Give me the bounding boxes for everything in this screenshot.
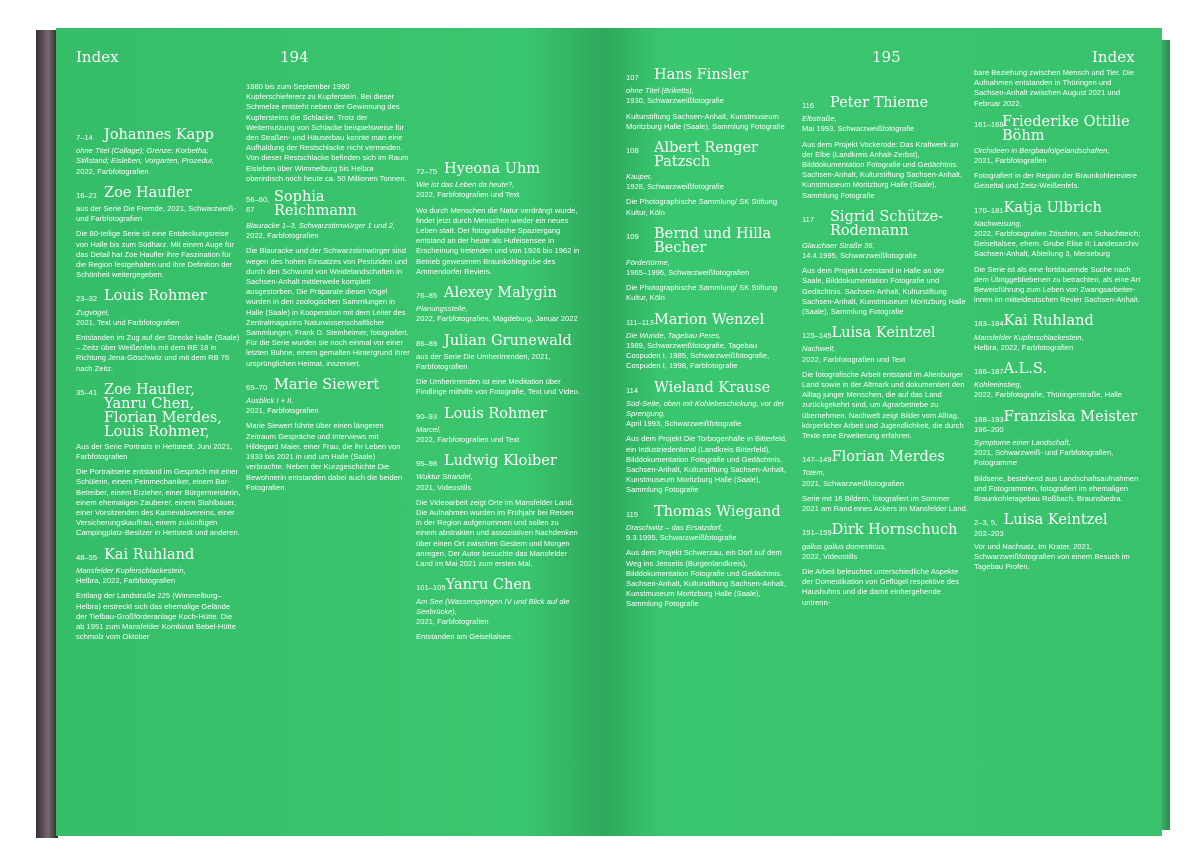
index-entry (802, 96, 968, 201)
work-meta: 2022, Farbfotografien (76, 166, 149, 176)
work-description: Marie Siewert führte über einen längeren Zeitraum Gespräche und Interviews mit Hildegard Maier, einer Frau, die ihr Leben von 1933 bis 2021 in und um Halle (Saale) verbrachte. Neben der Kurzgeschichte Die Bewohnerin entstanden dabei auch die beiden Fotografien. (246, 421, 403, 492)
work-meta: 2022, Farbfotografien, Magdeburg, Januar 2022 (416, 314, 578, 324)
work-description: Fotografiert in der Region der Braunkohlereviere Geiseltal und Zeitz-Weißenfels. (974, 171, 1137, 191)
page-range: 188–193 196–200 (974, 414, 1004, 434)
work-title: Mansfelder Kupferschlackestein, (974, 332, 1084, 342)
page-range: 23–32 (76, 294, 98, 304)
page-range: 48–55 (76, 552, 98, 562)
page-range: 115 (626, 509, 639, 519)
artist-name: Florian Merdes (831, 449, 945, 466)
work-title: Ausblick I + II, (246, 396, 294, 406)
page-range: 117 (802, 214, 815, 224)
work-meta: 2022, Farbfotografie, Thüringerstraße, Halle (974, 390, 1123, 400)
index-entry (246, 378, 411, 493)
artist-name: A.L.S. (1003, 361, 1047, 378)
work-title: Blauracke 1–3, Schwarzstirnwürger 1 und 2, (246, 221, 395, 231)
work-meta: 2022, Farbfotografien und Text (416, 435, 520, 445)
index-entry (626, 141, 792, 218)
work-description: Die Arbeit beleuchtet unterschiedliche Aspekte der Domestikation von Geflügel respektive des Haushuhns und die damit einhergehende untrenn- (802, 566, 960, 607)
right-page (606, 28, 1162, 836)
work-meta: Mai 1993, Schwarzweißfotografie (802, 124, 915, 134)
work-meta: 1930, Schwarzweißfotografie (626, 96, 724, 106)
index-entry (802, 210, 968, 317)
index-label: Index (1092, 48, 1135, 66)
work-meta: aus der Serie Die Fremde, 2021, Schwarzweiß- und Farbfotografien (76, 204, 236, 224)
work-description: Entstanden im Zug auf der Strecke Halle (Saale) – Zeitz über Weißenfels mit dem RE 18 in Richtung Jena-Göschwitz und mit dem RB 76 nach Zeitz. (76, 333, 240, 373)
index-entry (626, 505, 792, 610)
work-meta: aus der Serie Die Umherirrenden, 2021, Farbfotografien (416, 351, 551, 372)
work-description: Die fotografische Arbeit entstand im Altenburger Land sowie in der Altmark und dokumentiert den Alltag junger Menschen, die auf das Land zurückgekehrt sind, um Agrarbetriebe zu übernehmen. Nachwelt zeigt Bilder vom Alltag, körperlicher Arbeit und Jugendlichkeit, die durch Texte eine Erweiterung erfahren. (802, 369, 965, 441)
index-entry (974, 513, 1144, 572)
left-page (56, 28, 606, 836)
right-column-1 (626, 68, 792, 619)
work-title: Die Wunde, Tagebau Peres, (626, 330, 722, 340)
left-column-3 (416, 162, 581, 651)
artist-name: Julian Grunewald (444, 332, 572, 349)
index-entry (626, 381, 792, 496)
work-title: Nachwelt, (802, 344, 836, 354)
artist-name: Bernd und Hilla Becher (654, 225, 772, 256)
artist-name: Ludwig Kloiber (444, 453, 557, 470)
artist-name: Marie Siewert (274, 376, 380, 393)
work-meta: 1965–1996, Schwarzweißfotografien (626, 268, 750, 278)
artist-name: Yanru Chen (445, 577, 532, 594)
work-meta: 2021, Videostills (416, 482, 472, 492)
index-entry (76, 186, 241, 281)
artist-name: Dirk Hornschuch (831, 522, 958, 539)
artist-name: Alexey Malygin (444, 285, 557, 302)
artist-name: Luisa Keintzel (1003, 512, 1108, 529)
artist-name: Zoe Haufler (104, 184, 192, 201)
work-title: Am See (Wasserspringen IV und Blick auf die Seebrücke), (416, 596, 570, 616)
work-meta: 2022, Videostills (802, 551, 858, 561)
artist-name: Louis Rohmer (444, 405, 547, 422)
page-range: 16–21 (76, 190, 98, 200)
work-title: Kauper, (626, 172, 653, 182)
work-title: Kohleeinstieg, (974, 380, 1022, 390)
page-range: 76–85 (416, 291, 438, 301)
artist-name: Luisa Keintzel (831, 325, 936, 342)
work-meta: 14.4.1995, Schwarzweißfotografie (802, 251, 917, 261)
index-entry (416, 407, 581, 446)
work-description: Die Serie ist als eine fortdauernde Suche nach dem Übriggebliebenen zu betrachten, als eine Art Beweisführung zum Leben von Zwangsarbeiter-innen im mitteldeutschen Revier Sachsen-Anhalt. (974, 264, 1141, 305)
index-entry (974, 410, 1144, 505)
work-meta: 2021, Schwarzweiß- und Farbfotografien, Fotogramme (974, 448, 1114, 468)
index-entry (76, 128, 241, 177)
work-description: Die 80-teilige Serie ist eine Entdeckungsreise von Halle bis zum Südharz. Mit einem Auge für das Detail hat Zoe Haufler ihre Faszination für die Region festgehalten und ihre Definition der Schönheit weitergegeben. (76, 229, 234, 280)
artist-name: Albert Renger Patzsch (654, 140, 758, 171)
artist-name: Sigrid Schütze-Rodemann (830, 208, 943, 239)
index-entry (76, 548, 241, 643)
work-title: Elbstraße, (802, 114, 837, 124)
work-title: Wie ist das Leben da heute?, (416, 180, 515, 190)
artist-name: Johannes Kapp (104, 127, 214, 143)
artist-name: Katja Ulbrich (1003, 199, 1102, 216)
page-range: 107 (626, 73, 639, 82)
work-meta: 2021, Farbfotografien (974, 156, 1047, 166)
work-description: Aus dem Projekt Vockerode: Das Kraftwerk an der Elbe (Landkreis Anhalt-Zerbst), Bilddokumentation Fotografie und Gedächtnis. Sachsen-Anhalt, Kulturstiftung Sachsen-Anhalt, Kunstmuseum Moritzburg Halle (Saale), Sammlung Fotografie (802, 139, 962, 200)
page-range: 147–149 (802, 455, 832, 465)
page-range: 7–14 (76, 133, 93, 142)
page-range: 111–113 (626, 317, 654, 327)
work-title: Zugvögel, (76, 307, 110, 317)
work-title: Wuktur Strandel, (416, 472, 473, 482)
artist-name: Franziska Meister (1003, 408, 1138, 425)
work-meta: 2021, Schwarzweißfotografien (802, 478, 905, 488)
artist-name: Friederike Ottilie Böhm (1002, 113, 1130, 144)
artist-name: Hans Finsler (654, 67, 749, 83)
work-meta: 9.3.1995, Schwarzweißfotografie (626, 533, 737, 543)
work-title: Orchideen in Bergbaufolgelandschaften, (974, 145, 1110, 155)
work-title: Glauchaer Straße 36, (802, 240, 875, 250)
artist-name: Louis Rohmer (104, 288, 207, 305)
page-stack-left (36, 30, 58, 838)
work-meta: April 1993, Schwarzweißfotografie (626, 419, 742, 429)
work-meta: 2022, Farbfotografien (246, 231, 319, 241)
left-column-2 (246, 82, 411, 502)
page-range: 116 (802, 101, 815, 110)
work-meta: 2021, Farbfotografien (246, 406, 319, 416)
page-range: 2–3, 5, 202–203 (974, 518, 1004, 538)
work-meta: 2022, Farbfotografien und Text (416, 190, 520, 200)
page-range: 108 (626, 146, 639, 156)
page-number: 195 (872, 48, 901, 66)
page-range: 183–184 (974, 319, 1004, 329)
work-description: Aus dem Projekt Schwerzau, ein Dorf auf dem Weg ins Jenseits (Burgenlandkreis), Bilddokumentation Fotografie und Gedächtnis. Sachsen-Anhalt, Kulturstiftung Sachsen-Anhalt, Kunstmuseum Moritzburg Halle (Saale), Sammlung Fotografie (626, 548, 786, 609)
page-range: 86–89 (416, 338, 438, 348)
index-entry (246, 190, 411, 369)
page-range: 109 (626, 231, 639, 241)
work-title: Totem, (802, 468, 825, 478)
work-meta: Helbra, 2022, Farbfotografien (76, 576, 176, 586)
artist-name: Thomas Wiegand (654, 503, 781, 520)
work-title: Fördertürme, (626, 257, 670, 267)
right-column-2 (802, 96, 968, 617)
artist-name: Peter Thieme (830, 95, 929, 111)
page-range: 161–168 (974, 119, 1004, 129)
page-range: 170–181 (974, 205, 1004, 215)
work-description: Die Videoarbeit zeigt Orte im Mansfelder Land. Die Aufnahmen wurden im Frühjahr bei Reisen in der Region aufgenommen und sollen zu einem abstrakten und assoziativen Nachdenken über einen Ort zwischen Gestern und Morgen anregen. Der Autor besuchte das Mansfelder Land im Mai 2021 zum ersten Mal. (416, 497, 578, 569)
page-range: 72–75 (416, 167, 438, 176)
index-entry (76, 289, 241, 373)
work-description: Die Photographische Sammlung/ SK Stiftung Kultur, Köln (626, 197, 778, 217)
work-description: Die Umherirrenden ist eine Meditation über Findlinge mithilfe von Fotografie, Text und Video. (416, 377, 580, 397)
page-range: 125–145 (802, 331, 832, 341)
work-meta: 2021, Farbfotografien (416, 616, 489, 626)
index-entry (416, 334, 581, 398)
index-entry (974, 314, 1144, 353)
work-title: ohne Titel (Briketts), (626, 86, 694, 96)
work-description: Aus dem Projekt Die Torbogenhalle in Bitterfeld, ein Industriedenkmal (Landkreis Bitterfeld), Bilddokumentation Fotografie und Gedächtnis. Sachsen-Anhalt, Kulturstiftung Sachsen-Anhalt, Kunstmuseum Moritzburg Halle (Saale), Sammlung Fotografie (626, 434, 788, 495)
index-entry (974, 115, 1144, 192)
index-entry (974, 201, 1144, 306)
work-description: Entstanden am Geiseltalsee. (416, 632, 514, 642)
work-meta: 2021, Text und Farbfotografien (76, 317, 180, 327)
right-column-3 (974, 68, 1144, 581)
work-meta: Vor und Nachsatz, Im Krater, 2021, Schwarzweißfotografien von einem Besuch im Tagebau Profen. (974, 541, 1130, 572)
artist-name: Kai Ruhland (104, 546, 195, 563)
index-entry (802, 326, 968, 441)
page-range: 90–93 (416, 411, 438, 421)
work-title: Nachweisung, (974, 218, 1022, 228)
index-entry (802, 523, 968, 607)
work-description: Bildserie, bestehend aus Landschaftsaufnahmen und Fotogrammen, fotografiert im ehemaligen Braunkohletagebau Roßbach, Braunsbedra. (974, 473, 1139, 504)
work-title: Marcel, (416, 424, 441, 434)
work-title: Symptome einer Landschaft, (974, 438, 1071, 448)
artist-name: Wieland Krause (654, 379, 771, 396)
work-title: Draschwitz – das Ersatzdorf, (626, 522, 723, 532)
work-description: Kulturstiftung Sachsen-Anhalt, Kunstmuseum Moritzburg Halle (Saale), Sammlung Fotografie (626, 111, 785, 131)
work-description: Die Portraitserie entstand im Gespräch mit einer Schülerin, einem Feinmechaniker, einem Bar-Betreiber, einem Erzieher, einer Bürgermeisterin, einem ehemaligen Zauberer, einem Stahlbauer, einer Vorsitzenden des Karnevalsvereins, einer Versicherungskauffrau, einem zukünftigen Campingplatz-Besitzer in Hettstedt und anderen. (76, 467, 241, 538)
page-range: 35–41 (76, 387, 98, 397)
index-entry (802, 450, 968, 514)
work-title: ohne Titel (Collage); Grenze; Korbetha; Stillstand; Eisleben; Vorgarten, Prozedur, (76, 146, 215, 166)
index-entry (416, 286, 581, 325)
work-title: Mansfelder Kupferschlackestein, (76, 565, 186, 575)
index-entry (626, 227, 792, 304)
index-entry (76, 383, 241, 539)
index-entry (974, 362, 1144, 401)
index-label: Index (76, 48, 119, 66)
work-title: Süd-Seite, oben mit Kohlebeschickung, vor der Sprengung, (626, 398, 785, 419)
work-description: Wo durch Menschen die Natur verdrängt wurde, findet jetzt durch Menschen wieder ein neues Leben statt. Der fotografische Spaziergang entstand an der heute als Hufeisensee in Erscheinung tretenden und von 1926 bis 1962 in Betrieb gewesenen Braunkohlegrube des Ammendorfer Reviers. (416, 205, 580, 276)
page-number: 194 (280, 48, 309, 66)
index-entry (626, 313, 792, 372)
page-range: 56–60, 67 (246, 195, 270, 215)
page-range: 101–105 (416, 583, 446, 593)
work-title: gallus gallus domesticus, (802, 541, 887, 551)
work-meta: 1989, Schwarzweißfotografie, Tagebau Cospuden I, 1985, Schwarzweißfotografie, Cospuden I, 1998, Farbfotografie (626, 341, 770, 371)
work-description: Die Photographische Sammlung/ SK Stiftung Kultur, Köln (626, 283, 778, 303)
left-column-1 (76, 128, 241, 651)
page-range: 69–70 (246, 382, 268, 392)
work-meta: Helbra, 2022, Farbfotografien (974, 342, 1074, 352)
work-meta: Aus der Serie Portraits in Hettstedt, Juni 2021, Farbfotografien (76, 441, 233, 462)
work-description: Aus dem Projekt Leerstand in Halle an der Saale, Bilddokumentation Fotografie und Gedächtnis. Sachsen-Anhalt, Kulturstiftung Sachsen-Anhalt, Kunstmuseum Moritzburg Halle (Saale), Sammlung Fotografie (802, 266, 966, 317)
artist-name: Marion Wenzel (654, 311, 765, 328)
work-meta: 2022, Farbfotografien und Text (802, 354, 906, 364)
artist-name: Hyeona Uhm (444, 161, 541, 177)
continued-text: bare Beziehung zwischen Mensch und Tier. Die Aufnahmen entstanden in Thüringen und Sachsen-Anhalt zwischen August 2021 und Februar 2022. (974, 68, 1134, 108)
work-description: Entlang der Landstraße 225 (Wimmelburg–Helbra) erstreckt sich das ehemalige Gelände der Tiefbau-Großförderanlage Koch-Hütte. Die ab 1951 zum Mansfelder Kombinat Bebel-Hütte schmolz vom Oktober (76, 591, 236, 642)
page-range: 186–187 (974, 367, 1004, 377)
continued-text: 1880 bis zum September 1990 Kupferschiefererz zu Kupferstein. Bei dieser Schmelze entsteht neben der Gewinnung des Kupfersteins die Schlacke. Trotz der Weiternutzung von Schlacke beispielsweise für den Straßen- und Häuserbau konnte man eine Aufhaldung der Restschlacke nicht vermeiden. Von dieser Restschlacke befinden sich im Raum Eisleben über Wimmelburg bis Helbra oberirdisch noch heute ca. 50 Millionen Tonnen. (246, 82, 409, 183)
artist-name: Sophia Reichmann (274, 189, 357, 220)
artist-name: Kai Ruhland (1003, 313, 1094, 330)
work-meta: 2022, Farbfotografien Zöschen, am Schachtteich; Geiseltalsee, ehem. Grube Elise II; Landesarchiv Sachsen-Anhalt, Abteilung 3, Merseburg (974, 229, 1141, 259)
page-range: 151–159 (802, 528, 832, 538)
page-range: 114 (626, 385, 639, 395)
work-title: Planungsstelle, (416, 304, 468, 314)
index-entry (626, 68, 792, 132)
page-range: 95–98 (416, 459, 438, 469)
index-entry (416, 454, 581, 569)
work-description: Die Blauracke und der Schwarzstirnwürger sind wegen des hohen Einsatzes von Pestiziden und durch den Schwund von Weidelandschaften in Sachsen-Anhalt mittlerweile komplett ausgestorben. Die Präparate dieser Vögel wurden in den zoologischen Sammlungen in Halle (Saale) in Kooperation mit dem Leiter des Zentralmagazins Naturwissenschaftlicher Sammlungen, Frank D. Steinheimer, fotografiert. Für die Serie wurden sie noch einmal vor einer letzten Bühne, einem gemalten Hintergrund ihrer ursprünglichen Heimat, inszeniert. (246, 246, 410, 368)
artist-name: Zoe Haufler, Yanru Chen, Florian Merdes, Louis Rohmer, (104, 381, 222, 440)
work-meta: 1928, Schwarzweißfotografie (626, 182, 724, 192)
index-entry (416, 162, 581, 277)
index-entry (416, 578, 581, 642)
work-description: Serie mit 16 Bildern, fotografiert im Sommer 2021 am Rand eines Ackers im Mansfelder Land. (802, 493, 968, 514)
